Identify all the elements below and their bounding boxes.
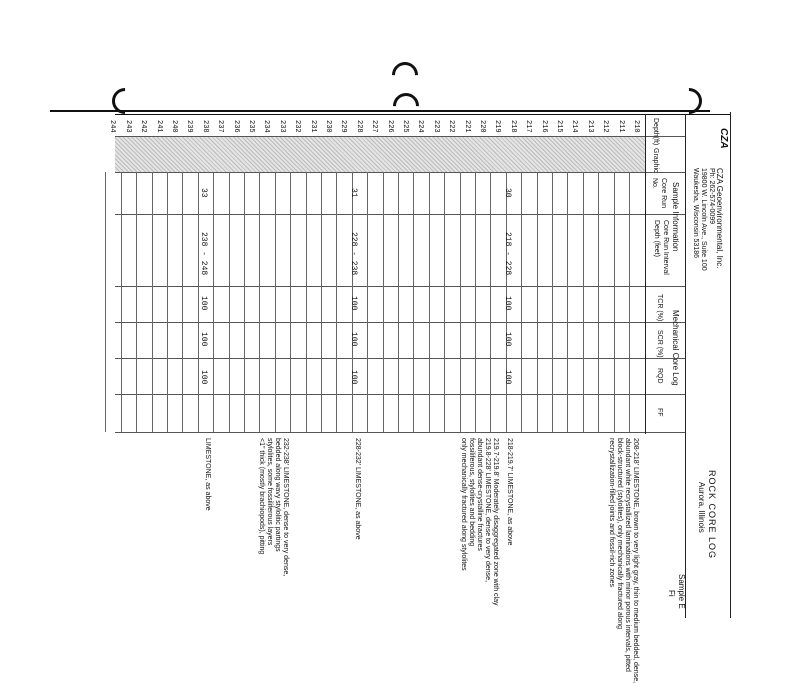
sample-edge-label: Sample E — [677, 574, 686, 609]
depth-row-line — [259, 172, 260, 432]
depth-row-line — [598, 172, 599, 432]
run-33-rqd: 100 — [199, 370, 208, 385]
desc-3: block-structured (stylolites), only mechanically fractured along — [616, 438, 623, 630]
header-depth: Depth(ft) — [652, 118, 659, 146]
depth-tick: 217 — [524, 120, 533, 133]
depth-tick: 244 — [108, 120, 117, 133]
depth-tick: 224 — [416, 120, 425, 133]
depth-tick: 234 — [262, 120, 271, 133]
run-30-scr: 100 — [503, 332, 512, 347]
depth-tick: 222 — [447, 120, 456, 133]
depth-row-line — [213, 172, 214, 432]
header-ff: FF — [656, 408, 663, 417]
desc-8: abundant dense-crystalline fractures — [476, 438, 483, 551]
run-33-interval: 238 - 248 — [199, 232, 208, 276]
run-33-no: 33 — [199, 188, 208, 198]
depth-row-line — [429, 172, 430, 432]
depth-row-line — [136, 172, 137, 432]
depth-tick: 214 — [570, 120, 579, 133]
depth-tick: 239 — [185, 120, 194, 133]
depth-tick: 237 — [216, 120, 225, 133]
header-interval: Core Run Interval Depth (feet) — [653, 220, 669, 275]
desc-15: <1" thick (mostly brachiopods), pitting — [258, 438, 265, 555]
header-rqd: RQD — [656, 368, 663, 384]
col-line-tcr — [115, 322, 685, 323]
run-31-rqd: 100 — [349, 370, 358, 385]
depth-tick: 238 — [200, 120, 209, 133]
depth-row-line — [121, 172, 122, 432]
header-sample-info: Sample Information — [671, 182, 680, 252]
depth-tick: 236 — [231, 120, 240, 133]
depth-row-line — [367, 172, 368, 432]
col-line-ff — [115, 432, 685, 433]
depth-tick: 219 — [493, 120, 502, 133]
page-edge-line — [50, 110, 710, 112]
depth-tick: 226 — [385, 120, 394, 133]
depth-row-line — [383, 172, 384, 432]
header-scr: SCR (%) — [656, 330, 663, 358]
company-address1: 19800 W. Lincoln Ave., Suite 100 — [700, 168, 707, 271]
graphic-column — [115, 136, 645, 172]
depth-row-line — [614, 172, 615, 432]
depth-tick: 231 — [308, 120, 317, 133]
depth-tick: 220 — [478, 120, 486, 133]
depth-tick: 216 — [539, 120, 548, 133]
frame-right — [730, 112, 731, 618]
depth-tick: 223 — [431, 120, 440, 133]
depth-tick: 229 — [339, 120, 348, 133]
depth-row-line — [336, 172, 337, 432]
depth-row-line — [321, 172, 322, 432]
run-31-tcr: 100 — [349, 296, 358, 311]
depth-row-line — [167, 172, 168, 432]
depth-tick: 241 — [154, 120, 163, 133]
run-30-rqd: 100 — [503, 370, 512, 385]
depth-row-line — [475, 172, 476, 432]
company-name: CZA Geoenvironmental, Inc. — [715, 168, 724, 269]
company-phone: Ph: 262-574-0099 — [708, 168, 715, 225]
depth-row-line — [290, 172, 291, 432]
depth-row-line — [105, 172, 106, 432]
depth-row-line — [306, 172, 307, 432]
col-line-scr — [115, 358, 685, 359]
binder-hole-top — [387, 57, 424, 94]
binder-hole-mid — [388, 88, 425, 125]
depth-row-line — [583, 172, 584, 432]
log-title: ROCK CORE LOG — [707, 470, 717, 560]
desc-4: recrystallization-filled joints and fossil-rich zones — [608, 438, 615, 588]
run-31-scr: 100 — [349, 332, 358, 347]
depth-tick: 240 — [170, 120, 178, 133]
depth-row-line — [521, 172, 522, 432]
depth-tick: 228 — [354, 120, 363, 133]
depth-row-line — [413, 172, 414, 432]
depth-tick: 213 — [585, 120, 594, 133]
col-line-run — [115, 214, 685, 215]
log-location: Aurora, Illinois — [697, 482, 706, 533]
depth-tick: 215 — [555, 120, 563, 133]
header-graphic: Graphic — [652, 148, 659, 173]
depth-row-line — [490, 172, 491, 432]
run-33-scr: 100 — [199, 332, 208, 347]
depth-row-line — [229, 172, 230, 432]
depth-tick: 230 — [324, 120, 332, 133]
run-30-interval: 218 - 228 — [503, 232, 512, 276]
desc-9: fossiliferous, stylolites and bedding — [468, 438, 475, 547]
desc-1: 208-218' LIMESTONE, brown to very light gray, thin to medium bedded, dense, — [632, 438, 639, 683]
run-31-no: 31 — [349, 188, 358, 198]
depth-tick: 210 — [632, 120, 640, 133]
depth-tick: 227 — [370, 120, 379, 133]
depth-row-line — [567, 172, 568, 432]
depth-row-line — [552, 172, 553, 432]
depth-row-line — [537, 172, 538, 432]
depth-row-line — [152, 172, 153, 432]
depth-row-line — [244, 172, 245, 432]
header-core-run: Core Run No. — [651, 178, 667, 208]
depth-tick: 221 — [462, 120, 471, 133]
desc-14: stylolites, some fossiliferous layers — [266, 438, 273, 546]
depth-tick: 232 — [293, 120, 302, 133]
sample-edge-label-2: Fi — [667, 590, 676, 597]
depth-row-line — [182, 172, 183, 432]
header-divider-2 — [685, 114, 686, 618]
run-31-interval: 228 - 238 — [349, 232, 358, 276]
depth-row-line — [275, 172, 276, 432]
col-line-interval — [115, 286, 685, 287]
desc-13: bedded along wavy stylolitic partings — [274, 438, 281, 552]
col-line-graphic — [115, 172, 685, 173]
desc-2: abundant white recrystallized laminations with minor porous intervals, pitted — [624, 438, 631, 672]
depth-row-line — [398, 172, 399, 432]
desc-12: 232-238' LIMESTONE, dense to very dense, — [282, 438, 289, 577]
logo-mark: CZA — [718, 128, 729, 149]
run-30-no: 30 — [503, 188, 512, 198]
depth-tick: 242 — [139, 120, 148, 133]
header-divider — [645, 114, 646, 434]
col-line-depth — [115, 136, 685, 137]
depth-tick: 211 — [616, 120, 625, 133]
desc-6: 219.7-219.8' Moderately disaggregated zone with clay — [492, 438, 499, 606]
header-mechanical: Mechanical Core Log — [671, 310, 680, 386]
depth-tick: 233 — [277, 120, 286, 133]
frame-top — [115, 114, 730, 115]
depth-tick: 218 — [508, 120, 517, 133]
run-33-tcr: 100 — [199, 296, 208, 311]
desc-7: 219.8-228' LIMESTONE, dense to very dense, — [484, 438, 491, 583]
depth-row-line — [444, 172, 445, 432]
depth-row-line — [629, 172, 630, 432]
depth-tick: 225 — [401, 120, 409, 133]
run-30-tcr: 100 — [503, 296, 512, 311]
col-line-rqd — [115, 394, 685, 395]
depth-tick: 243 — [123, 120, 132, 133]
desc-10: only mechanically fractured along stylolites — [460, 438, 467, 571]
depth-row-line — [460, 172, 461, 432]
company-address2: Waukesha, Wisconsin 53186 — [692, 168, 699, 259]
desc-16: LIMESTONE, as above — [204, 438, 211, 511]
depth-tick: 235 — [247, 120, 255, 133]
desc-5: 218-219.7' LIMESTONE, as above — [506, 438, 513, 546]
desc-11: 228-232' LIMESTONE, as above — [354, 438, 361, 540]
header-tcr: TCR (%) — [656, 294, 663, 322]
depth-tick: 212 — [601, 120, 610, 133]
